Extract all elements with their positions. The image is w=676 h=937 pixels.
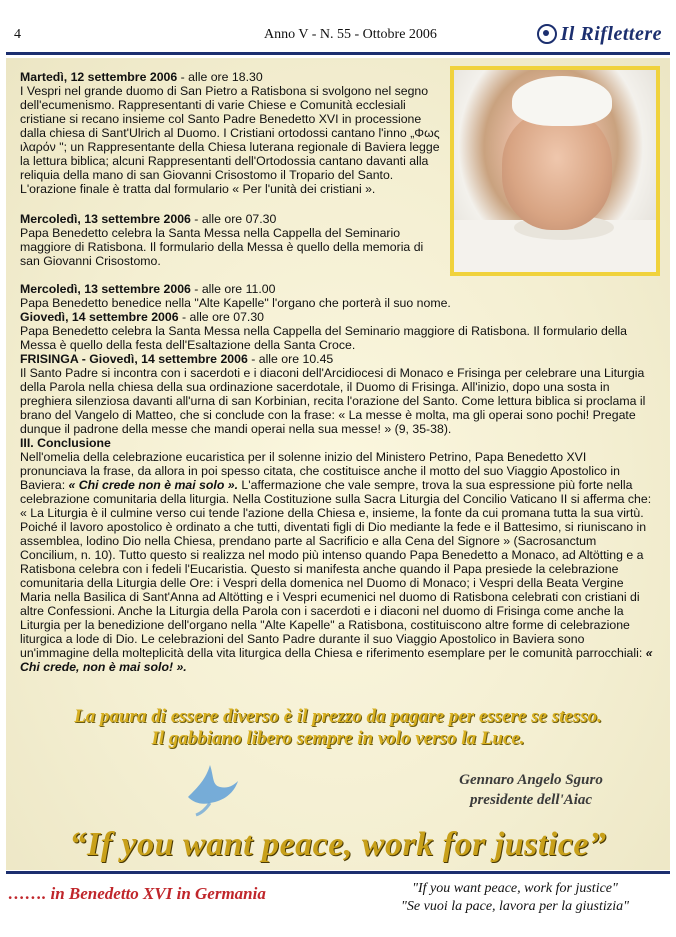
dove-icon [180,757,240,817]
block-4-day: Giovedì, 14 settembre 2006 [20,310,179,324]
block-4-body: Papa Benedetto celebra la Santa Messa nella Cappella del Seminario maggiore di Ratisbona. Il formulario della Messa è quello della festa dell'Esaltazione della Santa Croce. [20,324,628,352]
footer-quote [370,880,660,916]
block-1-day: Martedì, 12 settembre 2006 [20,70,178,84]
block-3-body: Papa Benedetto benedice nella "Alte Kapelle" l'organo che porterà il suo nome. [20,296,451,310]
conclusion-heading: III. Conclusione [20,436,111,450]
header-divider [6,52,670,55]
block-5-body: Il Santo Padre si incontra con i sacerdoti e i diaconi dell'Arcidiocesi di Monaco e Frisinga per celebrare una Liturgia della Parola nella chiesa della sua ordinazione sacerdotale, il Duomo di Frisinga. All'inizio, dopo una sosta in preghiera silenziosa davanti all'urna di san Korbinian, recita l'orazione del Santo. Come lettura biblica si proclama il brano del Vangelo di Matteo, che si conclude con la frase: « La messe è molta, ma gli operai sono pochi! Pregate dunque il padrone della messe che mandi operai nella sua messe! » (9, 35-38). [20,366,646,436]
block-1-time: - alle ore 18.30 [177,70,263,84]
logo-text: Il Riflettere [560,22,662,45]
block-2 [20,212,444,268]
conclusion-quote-1: « Chi crede non è mai solo ». [68,478,239,492]
footer-quote-en: "If you want peace, work for justice" [412,881,618,896]
signature [436,770,626,810]
page-number: 4 [14,27,21,42]
footer-divider [6,871,670,874]
peace-banner: “If you want peace, work for justice” [69,826,607,863]
motto-line-2: Il gabbiano libero sempre in volo verso la Luce. [151,728,525,749]
block-4-time: - alle ore 07.30 [178,310,265,324]
block-2-body: Papa Benedetto celebra la Santa Messa nella Cappella del Seminario maggiore di Ratisbona. Il formulario della Messa è quello della memoria di san Giovanni Crisostomo. [20,226,424,268]
signature-title: presidente dell'Aiac [469,792,593,808]
conclusion-text-2: L'affermazione che vale sempre, trova la sua espressione più forte nella celebrazione comunitaria della liturgia. Nella Costituzione sulla Sacra Liturgia del Concilio Vaticano II si afferma che: « La Liturgia è il culmine verso cui tende l'azione della Chiesa e, insieme, la fonte da cui promana tutta la sua virtù. Poiché il lavoro apostolico è ordinato a che tutti, diventati figli di Dio mediante la fede e il Battesimo, si riuniscano in assemblea, lodino Dio nella Chiesa, prendano parte al Sacrificio e alla Cena del Signore » (Sacrosanctum Concilium, n. 10). Tutto questo si realizza nel modo più intenso quando Papa Benedetto a Monaco, ad Altötting e a Ratisbona celebra con i fedeli l'Eucaristia. Questo si manifesta anche quando il Papa presiede la celebrazione comunitaria della Liturgia delle Ore: i Vespri della domenica nel Duomo di Monaco; i Vespri della Beata Vergine Maria nella Basilica di Sant'Anna ad Altötting e i Vespri ecumenici nel duomo di Ratisbona celebrati con cristiani di altre Confessioni. Anche la Liturgia della Parola con i sacerdoti e i diaconi nel duomo di Frisinga come anche la Liturgia per la benedizione dell'organo nella "Alte Kapelle" a Ratisbona, costituiscono altre forme di celebrazione liturgica a lode di Dio. Le celebrazioni del Santo Padre durante il suo Viaggio Apostolico in Baviera sono un'immagine della molteplicità della vita liturgica della Chiesa e riferimento esemplare per le comunità parrocchiali: [20,478,652,660]
pope-portrait-photo [450,66,660,276]
motto-line-1: La paura di essere diverso è il prezzo da pagare per essere se stesso. [74,706,602,727]
logo-icon [537,24,557,44]
conclusion-body [20,450,654,674]
footer-section-title: ……. in Benedetto XVI in Germania [8,884,266,903]
signature-name: Gennaro Angelo Sguro [459,772,603,788]
block-5-day: FRISINGA - Giovedì, 14 settembre 2006 [20,352,248,366]
block-3 [20,282,654,674]
motto [20,706,656,750]
block-2-day: Mercoledì, 13 settembre 2006 [20,212,191,226]
block-3-time: - alle ore 11.00 [190,282,276,296]
block-3-day: Mercoledì, 13 settembre 2006 [20,282,191,296]
block-1 [20,70,444,196]
block-5-time: - alle ore 10.45 [247,352,334,366]
masthead-logo [537,22,662,46]
page-header [10,22,662,50]
block-1-body: I Vespri nel grande duomo di San Pietro a Ratisbona si svolgono nel segno dell'ecumenismo. Rappresentanti di varie Chiese e Comunità ecclesiali cristiane si recano insieme col Santo Padre Benedetto XVI in processione dalla chiesa di Sant'Ulrich al Duomo. I Cristiani ortodossi cantano l'inno „Φως ιλαρόν "; un Rappresentante della Chiesa luterana regionale di Baviera legge la lettura biblica; alcuni Rappresentanti dell'Ortodossia cantano davanti alla reliquia della mano di san Giovanni Crisostomo il Tropario del Santo. L'orazione finale è tratta dal formulario « Per l'unità dei cristiani ». [20,84,440,196]
conclusion-text-1: Nell'omelia della celebrazione eucaristica per il solenne inizio del Ministero Petrino, Papa Benedetto XVI pronunciava la frase, da allora in poi spesso citata, che costituisce anche il motto del suo Viaggio Apostolico in Baviera: [20,450,620,492]
block-2-time: - alle ore 07.30 [190,212,277,226]
footer-quote-it: "Se vuoi la pace, lavora per la giustizia" [401,899,629,914]
issue-info: Anno V - N. 55 - Ottobre 2006 [264,27,437,42]
conclusion-quote-2: « Chi crede, non è mai solo! ». [20,646,653,674]
